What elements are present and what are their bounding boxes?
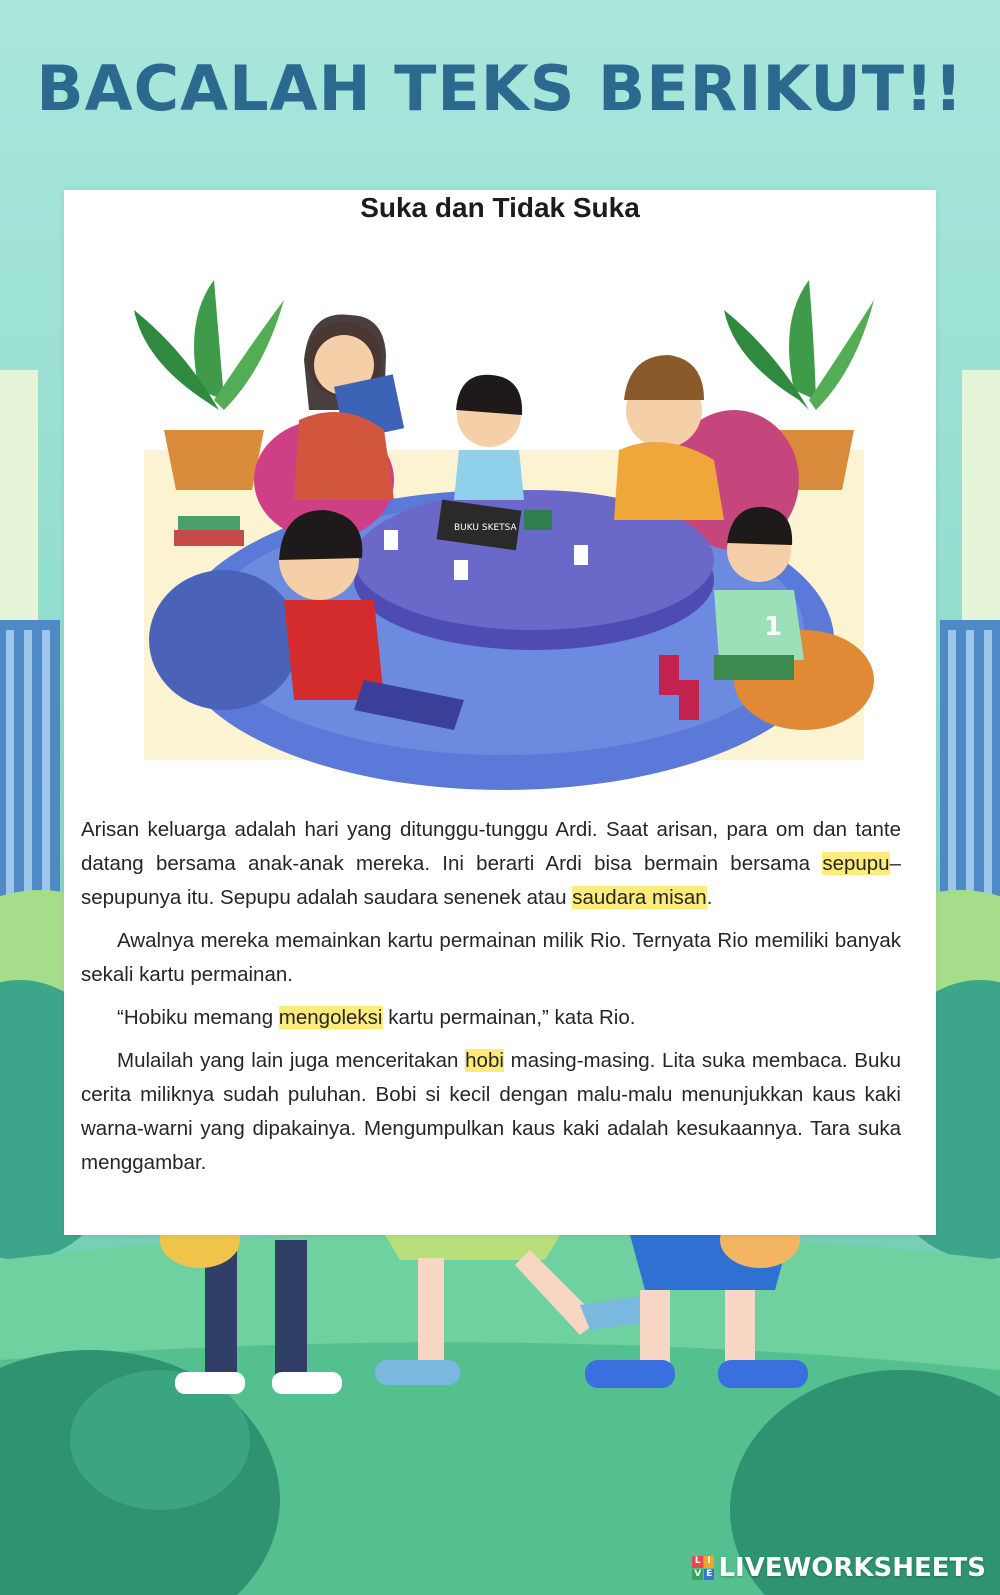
paragraph-3 xyxy=(81,1001,901,1035)
highlight-sepupu: sepupu xyxy=(822,852,890,875)
highlight-hobi: hobi xyxy=(465,1049,504,1072)
paragraph-4-text-b: masing-masing. Lita suka membaca. Buku cerita miliknya sudah puluhan. Bobi si kecil dengan malu-malu menunjukkan kaus kaki warna-warni yang dipakainya. Mengumpulkan kaus kaki adalah kesukaannya. Tara suka menggambar. xyxy=(81,1049,901,1174)
paragraph-1-text-a: Arisan keluarga adalah hari yang ditunggu-tunggu Ardi. Saat arisan, para om dan tante datang bersama anak-anak mereka. Ini berarti Ardi bisa bermain bersama xyxy=(81,818,901,875)
paragraph-4 xyxy=(81,1044,901,1180)
logo-mark-icon: L I V E xyxy=(692,1556,714,1580)
paragraph-4-text-a: Mulailah yang lain juga menceritakan xyxy=(117,1049,466,1072)
highlight-mengoleksi: mengoleksi xyxy=(278,1006,383,1029)
paragraph-3-text-b: kartu permainan,” kata Rio. xyxy=(382,1006,636,1029)
story-title: Suka dan Tidak Suka xyxy=(360,192,640,223)
liveworksheets-logo[interactable] xyxy=(692,1553,986,1583)
paragraph-1 xyxy=(81,813,901,915)
paragraph-2: Awalnya mereka memainkan kartu permainan milik Rio. Ternyata Rio memiliki banyak sekali kartu permainan. xyxy=(81,929,901,986)
highlight-saudara-misan: saudara misan xyxy=(572,886,707,909)
sketchbook-label: BUKU SKETSA xyxy=(454,523,517,533)
page-heading: BACALAH TEKS BERIKUT!! xyxy=(36,52,964,125)
story-text xyxy=(81,813,901,1189)
paragraph-1-text-c: . xyxy=(706,886,713,909)
paragraph-3-text-a: “Hobiku memang xyxy=(117,1006,279,1029)
shirt-number: 1 xyxy=(764,612,783,642)
reading-card xyxy=(64,190,936,1235)
paragraph-1-text-b: –sepupunya itu. Sepupu adalah saudara senenek atau xyxy=(81,852,901,909)
logo-text: LIVEWORKSHEETS xyxy=(718,1553,986,1583)
